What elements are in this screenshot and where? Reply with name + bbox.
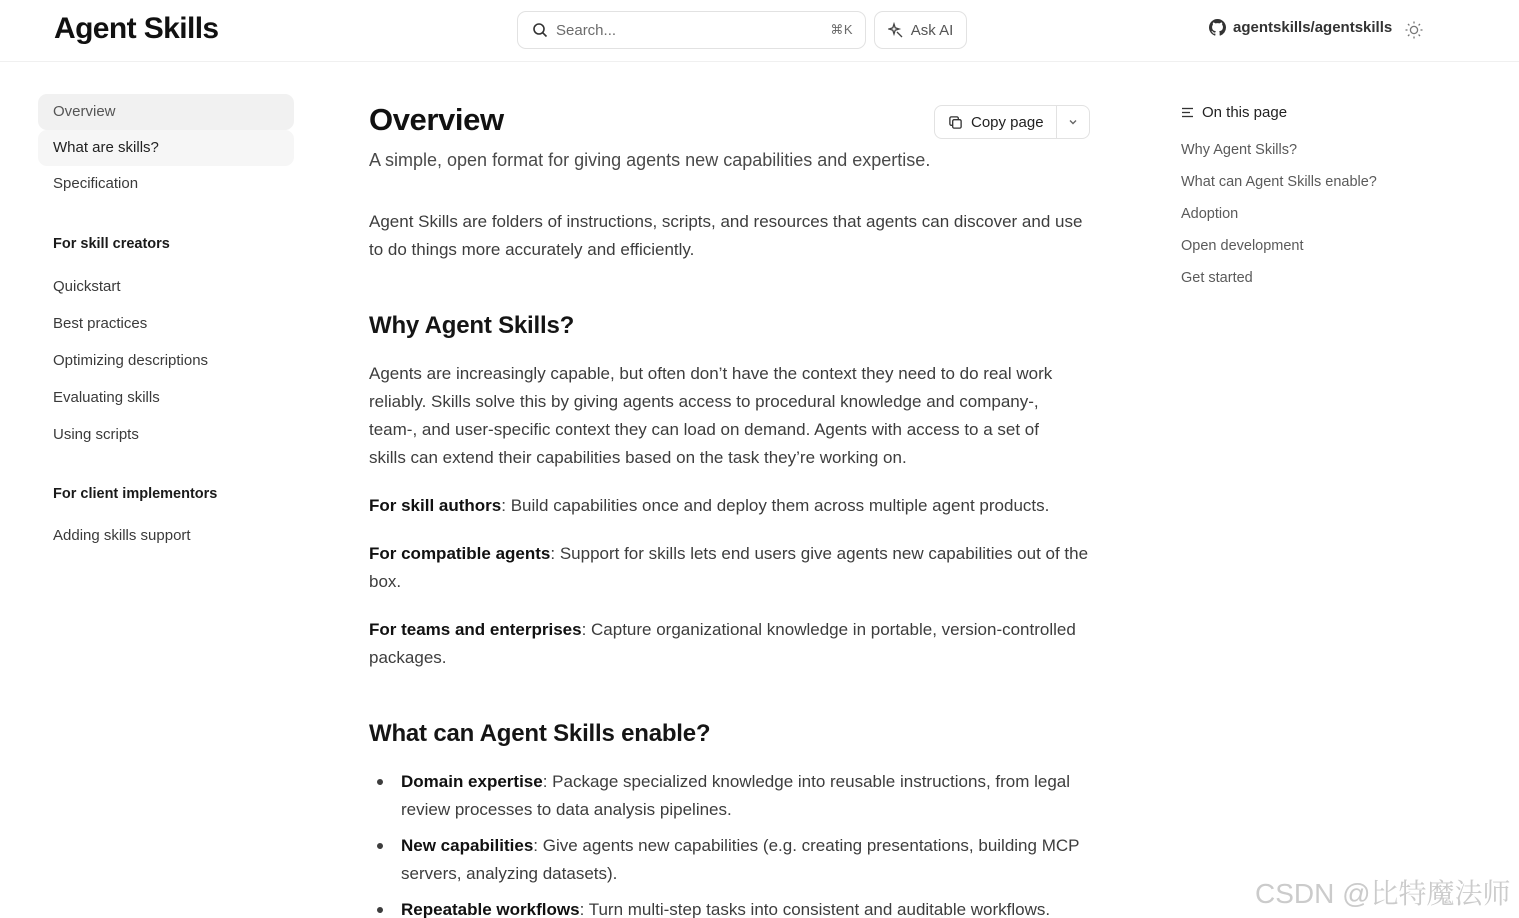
- toc-header: [1181, 104, 1287, 121]
- sidebar-nav: [38, 94, 294, 202]
- why-paragraph: Agents are increasingly capable, but often don’t have the context they need to do real work reliably. Skills solve this by giving agents access to procedural knowledge and company-, team-, and user-specific context they can load on demand. Agents with access to a set of skills can extend their capabilities based on the task they’re working on.: [369, 364, 1053, 467]
- top-header: [0, 0, 1519, 62]
- sidebar-group-skill-creators-list: [38, 268, 294, 453]
- sidebar-group-client-implementors: For client implementors: [53, 486, 218, 502]
- list-item-label: New capabilities: [401, 836, 534, 855]
- toc-title: On this page: [1202, 104, 1288, 121]
- sidebar-item-quickstart[interactable]: Quickstart: [53, 278, 121, 295]
- toc-item-open-development[interactable]: Open development: [1181, 238, 1304, 254]
- sidebar-group-skill-creators: For skill creators: [53, 236, 170, 252]
- list-item-text: : Give agents new capabilities (e.g. creating presentations, building MCP servers, analyzing datasets).: [401, 836, 1080, 883]
- intro-paragraph: Agent Skills are folders of instructions, scripts, and resources that agents can discover and use to do things more accurately and efficiently.: [369, 212, 1083, 259]
- brand-logo[interactable]: Agent Skills: [54, 12, 219, 45]
- toc-item-what-can-enable[interactable]: What can Agent Skills enable?: [1181, 174, 1377, 190]
- github-link[interactable]: [1209, 19, 1392, 36]
- ask-ai-button[interactable]: [874, 11, 967, 49]
- list-icon: [1181, 106, 1194, 119]
- sidebar-item-adding-skills-support[interactable]: Adding skills support: [53, 527, 191, 544]
- copy-page-button-group: [934, 105, 1090, 139]
- list-item-label: Domain expertise: [401, 772, 543, 791]
- audience-label: For compatible agents: [369, 544, 551, 563]
- watermark: CSDN @比特魔法师: [1255, 878, 1511, 909]
- copy-page-button[interactable]: [935, 106, 1057, 138]
- page-subtitle: A simple, open format for giving agents new capabilities and expertise.: [369, 150, 931, 170]
- audience-label: For teams and enterprises: [369, 620, 582, 639]
- audience-compatible-agents: [369, 540, 1091, 596]
- chevron-down-icon: [1067, 116, 1079, 128]
- sidebar-item-specification[interactable]: Specification: [53, 175, 139, 192]
- heading-why-agent-skills: Why Agent Skills?: [369, 312, 575, 339]
- list-item: [369, 896, 1091, 918]
- enable-list: [369, 768, 1091, 918]
- toc-item-adoption[interactable]: Adoption: [1181, 206, 1239, 222]
- sun-icon[interactable]: [1404, 20, 1424, 40]
- sidebar-group-client-implementors-list: [38, 518, 294, 554]
- ask-ai-label: Ask AI: [910, 21, 954, 39]
- sidebar-item-best-practices[interactable]: Best practices: [53, 315, 148, 332]
- search-input[interactable]: [517, 11, 866, 49]
- list-item-text: : Package specialized knowledge into reusable instructions, from legal review processes to data analysis pipelines.: [401, 772, 1071, 819]
- sidebar-item-optimizing-descriptions[interactable]: Optimizing descriptions: [53, 352, 209, 369]
- sidebar-item-using-scripts[interactable]: Using scripts: [53, 426, 139, 443]
- list-item: [369, 768, 1091, 824]
- heading-what-can-enable: What can Agent Skills enable?: [369, 720, 711, 747]
- toc-item-get-started[interactable]: Get started: [1181, 270, 1253, 286]
- copy-icon: [948, 115, 963, 130]
- search-icon: [532, 22, 548, 38]
- list-item-text: : Turn multi-step tasks into consistent and auditable workflows.: [579, 900, 1051, 918]
- audience-skill-authors: [369, 492, 1091, 520]
- audience-label: For skill authors: [369, 496, 502, 515]
- sidebar-item-evaluating-skills[interactable]: Evaluating skills: [53, 389, 160, 406]
- sidebar-item-what-are-skills[interactable]: What are skills?: [38, 130, 294, 166]
- audience-teams-enterprises: [369, 616, 1091, 672]
- list-item-label: Repeatable workflows: [401, 900, 580, 918]
- copy-page-label: Copy page: [971, 113, 1044, 131]
- page-title: Overview: [369, 102, 504, 137]
- github-icon: [1209, 19, 1226, 36]
- copy-page-dropdown[interactable]: [1057, 106, 1089, 138]
- sidebar-item-overview[interactable]: Overview: [38, 94, 294, 130]
- audience-text: : Build capabilities once and deploy them across multiple agent products.: [501, 496, 1050, 515]
- search-shortcut: ⌘K: [830, 22, 853, 37]
- audience-text: : Support for skills lets end users give agents new capabilities out of the box.: [369, 544, 1089, 591]
- github-repo-label: agentskills/agentskills: [1233, 19, 1393, 36]
- audience-text: : Capture organizational knowledge in portable, version-controlled packages.: [369, 620, 1076, 667]
- toc-item-why-agent-skills[interactable]: Why Agent Skills?: [1181, 142, 1298, 158]
- list-item: [369, 832, 1091, 888]
- search-placeholder: Search...: [556, 21, 617, 39]
- toc-list: [1181, 136, 1377, 296]
- sparkle-icon: [888, 22, 904, 38]
